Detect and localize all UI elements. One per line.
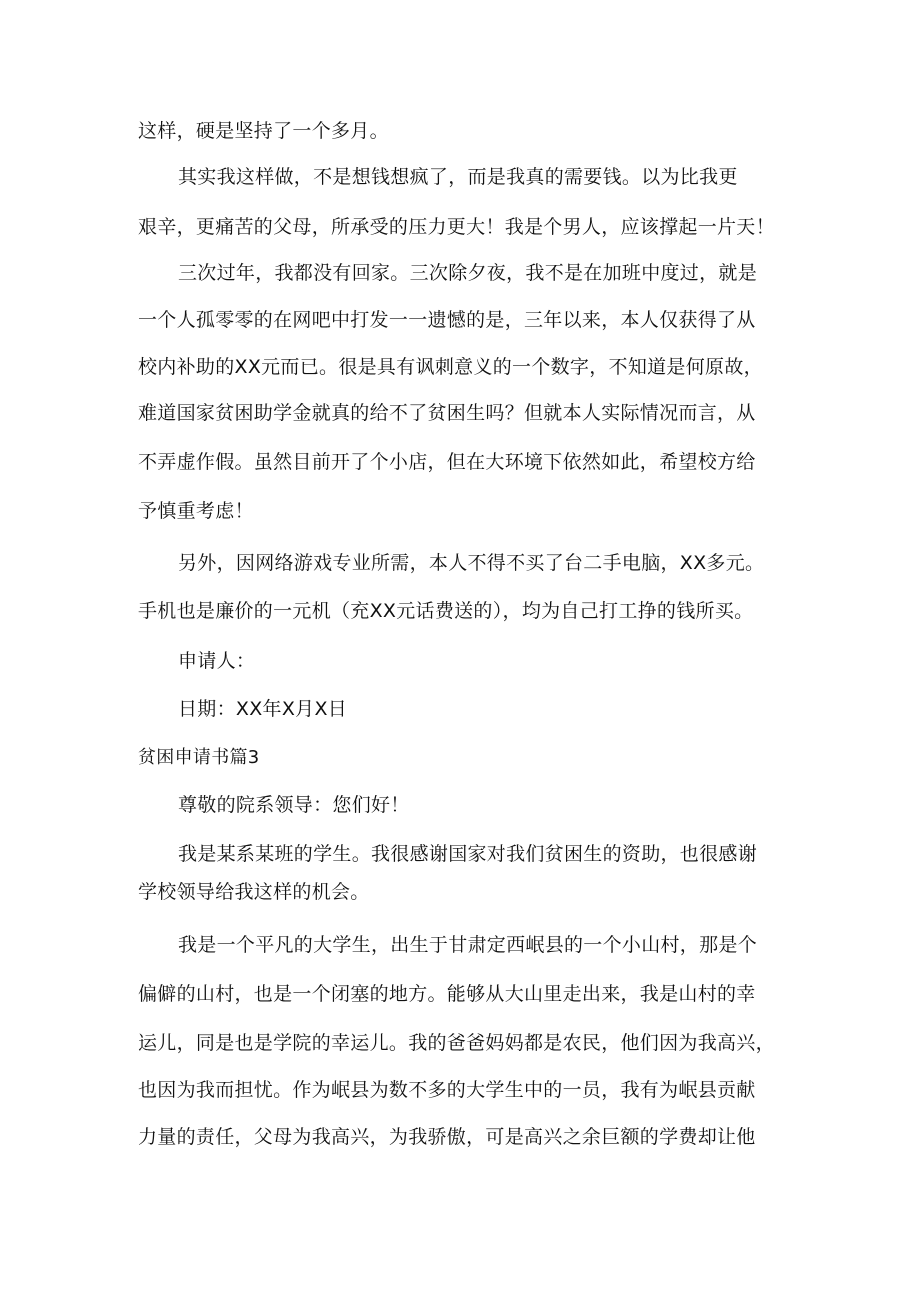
text-line: 校内补助的XX元而已。很是具有讽刺意义的一个数字，不知道是何原故， xyxy=(138,356,763,378)
section-heading: 贫困申请书篇3 xyxy=(138,747,260,768)
text-line: 一个人孤零零的在网吧中打发一一遗憾的是，三年以来，本人仅获得了从 xyxy=(138,309,756,331)
text-line: 这样，硬是坚持了一个多月。 xyxy=(138,120,389,142)
text-line: 不弄虚作假。虽然目前开了个小店，但在大环境下依然如此，希望校方给 xyxy=(138,451,756,473)
text-line: 学校领导给我这样的机会。 xyxy=(138,881,370,903)
salutation: 尊敬的院系领导：您们好！ xyxy=(178,794,410,816)
text-line: 我是某系某班的学生。我很感谢国家对我们贫困生的资助，也很感谢 xyxy=(178,843,758,865)
text-line: 予慎重考虑！ xyxy=(138,500,254,522)
text-line: 我是一个平凡的大学生，出生于甘肃定西岷县的一个小山村，那是个 xyxy=(178,934,758,956)
text-line: 艰辛，更痛苦的父母，所承受的压力更大！我是个男人，应该撑起一片天！ xyxy=(138,216,775,238)
date-line: 日期：XX年X月X日 xyxy=(178,698,348,720)
text-line: 运儿，同是也是学院的幸运儿。我的爸爸妈妈都是农民，他们因为我高兴， xyxy=(138,1032,775,1054)
text-line: 力量的责任，父母为我高兴，为我骄傲，可是高兴之余巨额的学费却让他 xyxy=(138,1126,756,1148)
text-line: 其实我这样做，不是想钱想疯了，而是我真的需要钱。以为比我更 xyxy=(178,166,738,188)
text-line: 另外，因网络游戏专业所需，本人不得不买了台二手电脑，XX多元。 xyxy=(178,552,765,574)
text-line: 偏僻的山村，也是一个闭塞的地方。能够从大山里走出来，我是山村的幸 xyxy=(138,983,756,1005)
text-line: 手机也是廉价的一元机（充XX元话费送的），均为自己打工挣的钱所买。 xyxy=(138,600,754,622)
text-line: 难道国家贫困助学金就真的给不了贫困生吗？但就本人实际情况而言，从 xyxy=(138,402,756,424)
text-line: 三次过年，我都没有回家。三次除夕夜，我不是在加班中度过，就是 xyxy=(178,262,758,284)
text-line: 也因为我而担忧。作为岷县为数不多的大学生中的一员，我有为岷县贡献 xyxy=(138,1079,756,1101)
signature-label: 申请人： xyxy=(178,650,256,672)
